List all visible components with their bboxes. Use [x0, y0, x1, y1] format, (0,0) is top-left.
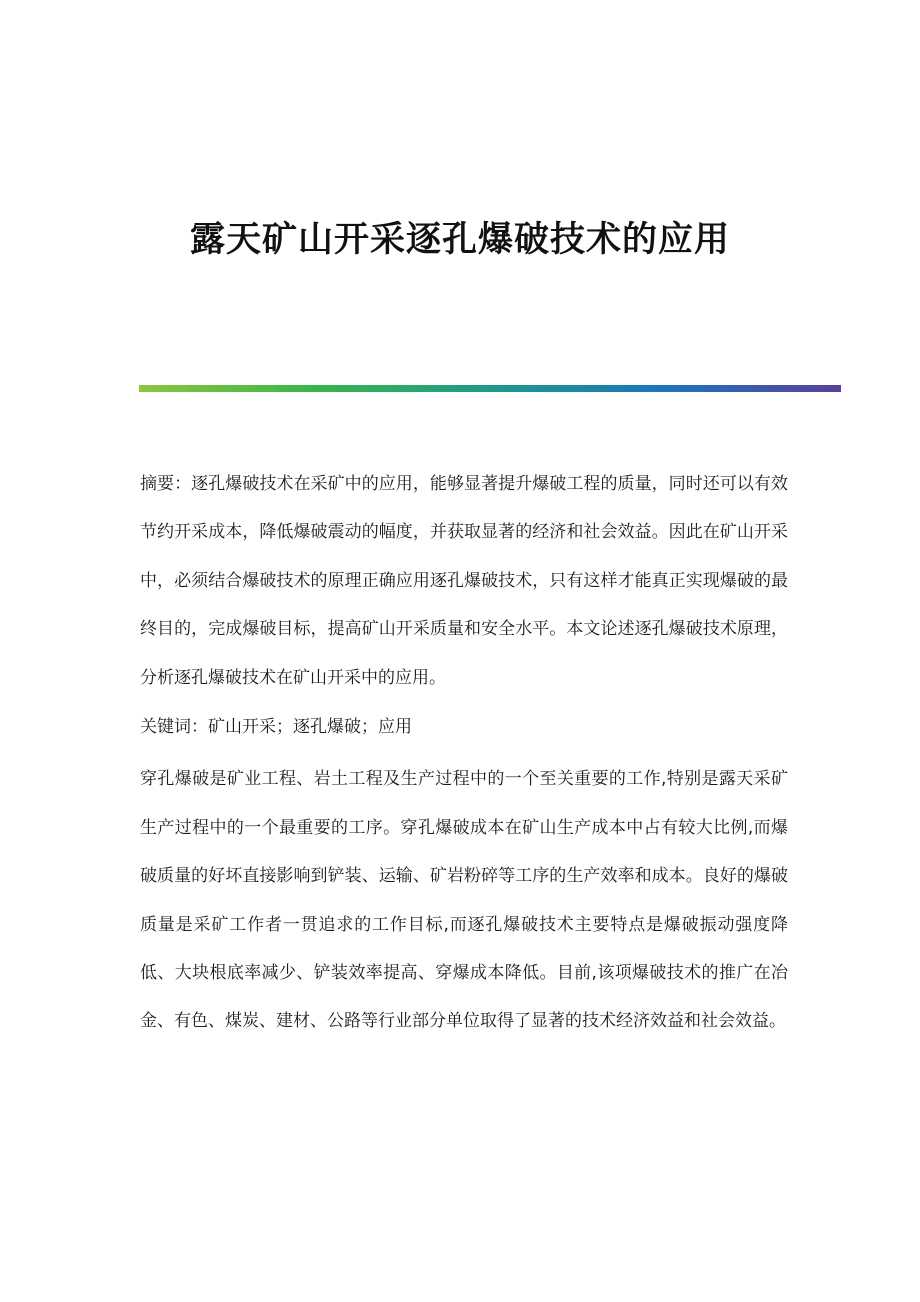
- abstract-paragraph: 摘要：逐孔爆破技术在采矿中的应用，能够显著提升爆破工程的质量，同时还可以有效节约开采成本，降低爆破震动的幅度，并获取显著的经济和社会效益。因此在矿山开采中，必须结合爆破技术的原理正确应用逐孔爆破技术，只有这样才能真正实现爆破的最终目的，完成爆破目标，提高矿山开采质量和安全水平。本文论述逐孔爆破技术原理，分析逐孔爆破技术在矿山开采中的应用。: [140, 474, 788, 688]
- gradient-divider: [139, 385, 841, 392]
- document-body: [140, 460, 788, 1046]
- document-title: 露天矿山开采逐孔爆破技术的应用: [189, 219, 730, 260]
- keywords-line: 关键词：矿山开采；逐孔爆破；应用: [140, 717, 412, 738]
- body-paragraph: 穿孔爆破是矿业工程、岩土工程及生产过程中的一个至关重要的工作,特别是露天采矿生产过程中的一个最重要的工序。穿孔爆破成本在矿山生产成本中占有较大比例,而爆破质量的好坏直接影响到铲装、运输、矿岩粉碎等工序的生产效率和成本。良好的爆破质量是采矿工作者一贯追求的工作目标,而逐孔爆破技术主要特点是爆破振动强度降低、大块根底率减少、铲装效率提高、穿爆成本降低。目前,该项爆破技术的推广在冶金、有色、煤炭、建材、公路等行业部分单位取得了显著的技术经济效益和社会效益。: [140, 769, 788, 1032]
